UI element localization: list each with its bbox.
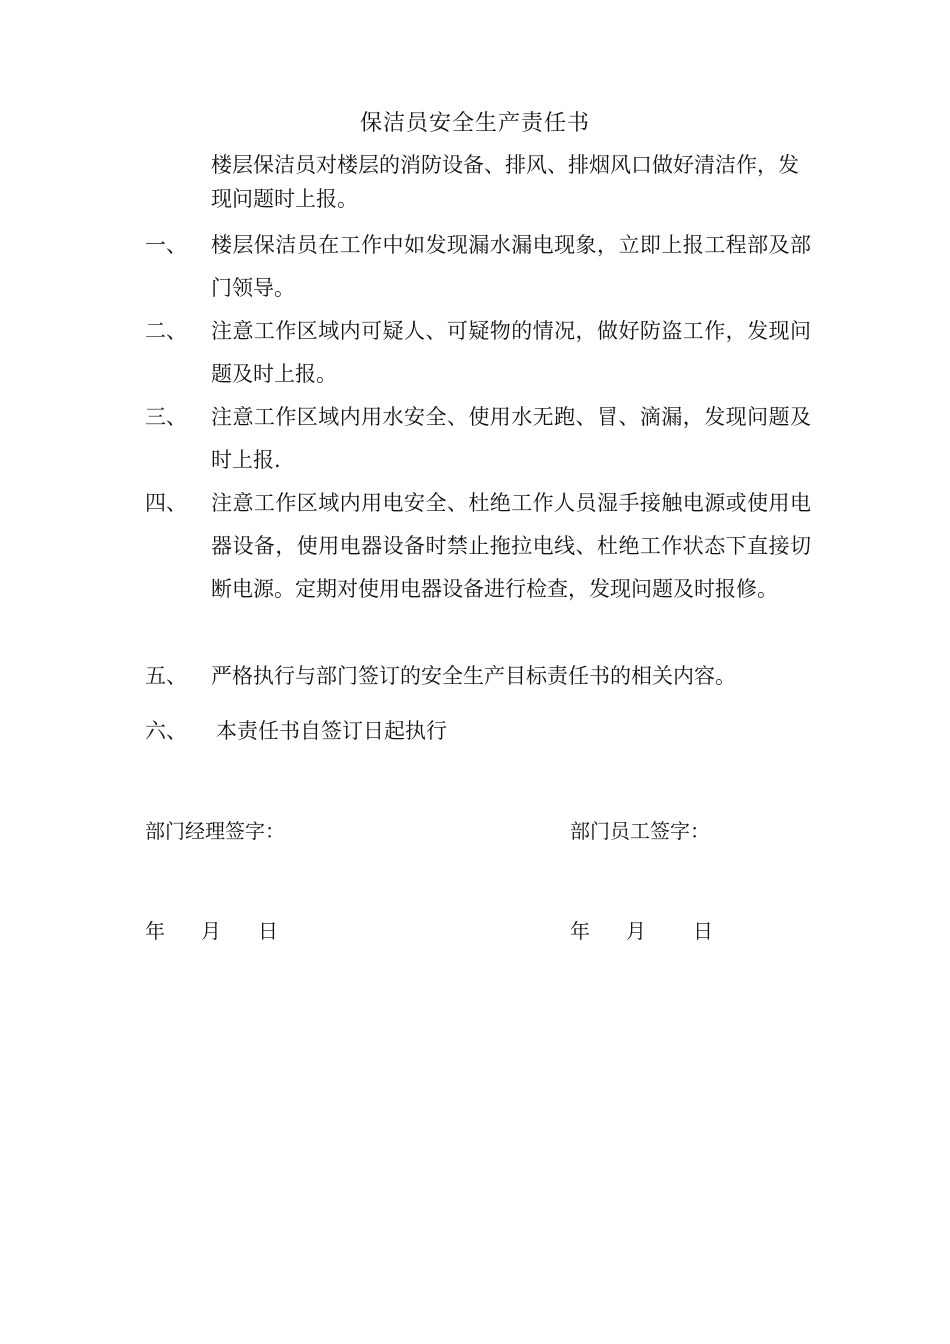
clause-text: 注意工作区域内可疑人、可疑物的情况，做好防盗工作，发现问题及时上报。	[211, 319, 811, 386]
intro-paragraph: 楼层保洁员对楼层的消防设备、排风、排烟风口做好清洁作，发现问题时上报。	[211, 153, 799, 211]
date-day-label: 日	[693, 919, 713, 943]
clause-number: 三、	[145, 405, 187, 429]
manager-signature-label: 部门经理签字：	[145, 819, 285, 843]
clause-text: 楼层保洁员在工作中如发现漏水漏电现象，立即上报工程部及部门领导。	[211, 233, 811, 300]
clause-text: 本责任书自签订日起执行	[216, 719, 447, 743]
document-title: 保洁员安全生产责任书	[359, 111, 590, 136]
date-day-label: 日	[258, 919, 278, 943]
date-month-label: 月	[626, 919, 646, 943]
date-year-label: 年	[145, 919, 165, 943]
clause-number: 一、	[145, 233, 187, 257]
date-month-label: 月	[201, 919, 221, 943]
clause-text: 注意工作区域内用水安全、使用水无跑、冒、滴漏，发现问题及时上报.	[211, 405, 811, 472]
clause-text: 严格执行与部门签订的安全生产目标责任书的相关内容。	[211, 664, 736, 688]
clause-number: 五、	[145, 664, 187, 688]
employee-signature-label: 部门员工签字：	[570, 819, 710, 843]
clause-text: 注意工作区域内用电安全、杜绝工作人员湿手接触电源或使用电器设备，使用电器设备时禁止拖拉电线、杜绝工作状态下直接切断电源。定期对使用电器设备进行检查，发现问题及时报修。	[211, 491, 811, 601]
date-year-label: 年	[570, 919, 590, 943]
clause-number: 六、	[145, 719, 187, 743]
clause-number: 二、	[145, 319, 187, 343]
clause-number: 四、	[145, 491, 187, 515]
